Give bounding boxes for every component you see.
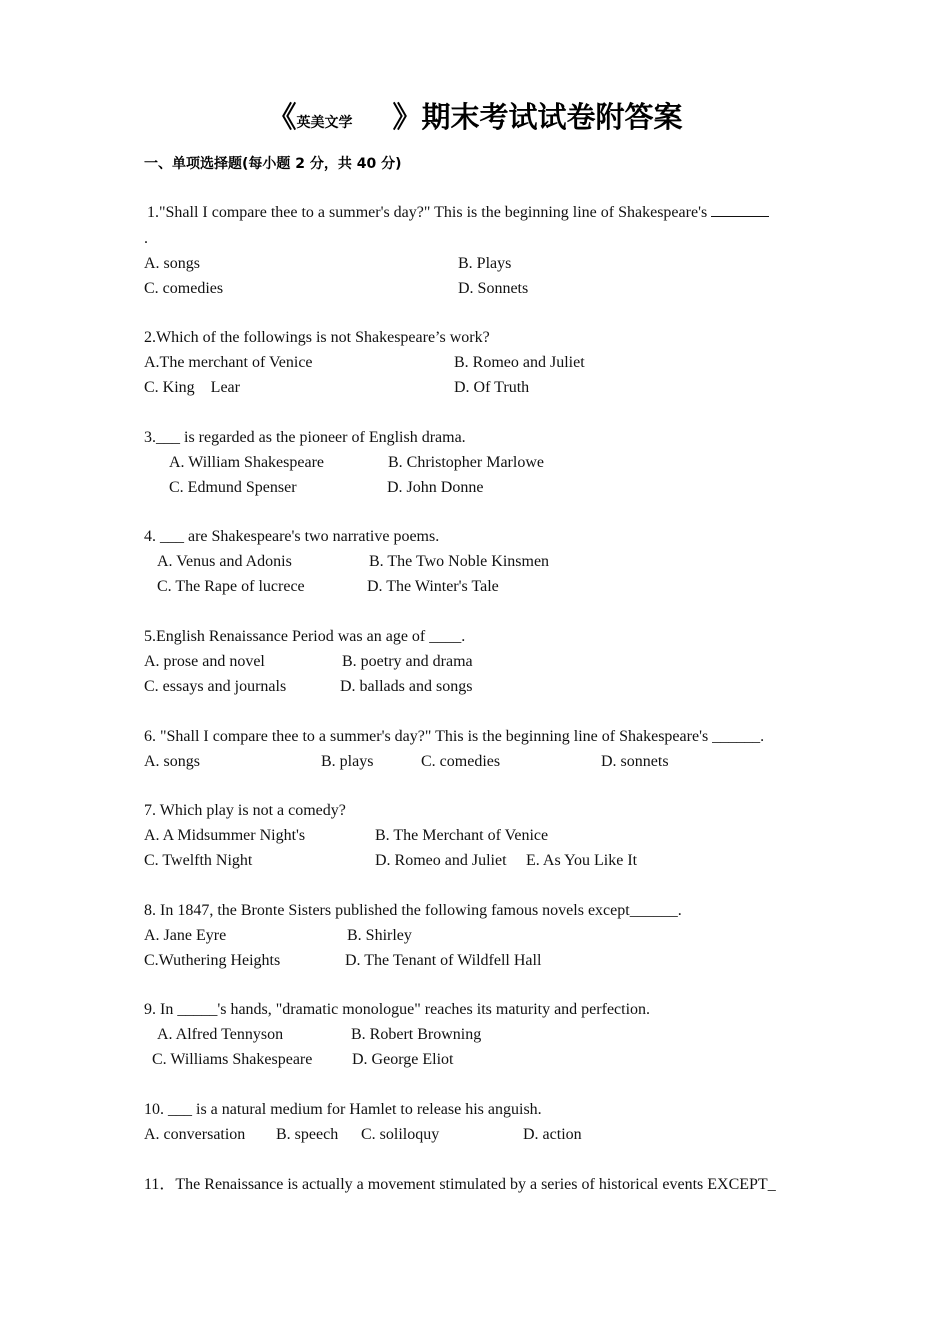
question-6-option-b: B. plays: [321, 753, 374, 770]
question-11-stem: 11．The Renaissance is actually a movement stimulated by a series of historical events EXCEPT_: [144, 1176, 776, 1193]
question-10-stem: 10. ___ is a natural medium for Hamlet to release his anguish.: [144, 1101, 542, 1118]
question-1-option-d: D. Sonnets: [458, 280, 529, 297]
question-8-option-d: D. The Tenant of Wildfell Hall: [345, 952, 542, 969]
question-7-option-c: C. Twelfth Night: [144, 852, 253, 869]
question-7-option-e: E. As You Like It: [526, 852, 638, 869]
question-6-option-d: D. sonnets: [601, 753, 669, 770]
question-6-stem: 6. "Shall I compare thee to a summer's day?" This is the beginning line of Shakespeare's ______.: [144, 728, 765, 745]
question-9-option-d: D. George Eliot: [352, 1051, 454, 1068]
question-8-option-b: B. Shirley: [347, 927, 412, 944]
question-5-option-d: D. ballads and songs: [340, 678, 473, 695]
answer-blank: [711, 204, 769, 217]
question-3-option-a: A. William Shakespeare: [169, 454, 325, 471]
question-4-option-c: C. The Rape of lucrece: [157, 578, 305, 595]
question-1-option-a: A. songs: [144, 255, 201, 272]
question-8-option-a: A. Jane Eyre: [144, 927, 227, 944]
question-5-option-c: C. essays and journals: [144, 678, 287, 695]
question-3-option-d: D. John Donne: [387, 479, 484, 496]
question-8-option-c: C.Wuthering Heights: [144, 952, 281, 969]
question-10-option-a: A. conversation: [144, 1126, 246, 1143]
question-5-option-a: A. prose and novel: [144, 653, 265, 670]
page-title: [0, 95, 950, 136]
question-10-option-c: C. soliloquy: [361, 1126, 440, 1143]
question-2-option-c: C. King Lear: [144, 379, 240, 396]
question-7-option-a: A. A Midsummer Night's: [144, 827, 306, 844]
title-open-bracket: 《: [267, 100, 297, 134]
question-1-stem: 1."Shall I compare thee to a summer's day?" This is the beginning line of Shakespeare's: [147, 203, 769, 223]
question-2-option-b: B. Romeo and Juliet: [454, 354, 585, 371]
title-subject: 英美文学: [296, 115, 353, 131]
question-5-option-b: B. poetry and drama: [342, 653, 473, 670]
question-4-option-d: D. The Winter's Tale: [367, 578, 499, 595]
question-9-option-a: A. Alfred Tennyson: [157, 1026, 284, 1043]
question-5-stem: 5.English Renaissance Period was an age of ____.: [144, 628, 466, 645]
question-10-option-b: B. speech: [276, 1126, 339, 1143]
question-1-option-b: B. Plays: [458, 255, 512, 272]
question-7-option-b: B. The Merchant of Venice: [375, 827, 549, 844]
question-4-stem: 4. ___ are Shakespeare's two narrative poems.: [144, 528, 440, 545]
question-1-stem-cont: .: [144, 230, 148, 247]
question-3-option-b: B. Christopher Marlowe: [388, 454, 544, 471]
title-text: 》期末考试试卷附答案: [392, 100, 683, 134]
question-1-option-c: C. comedies: [144, 280, 224, 297]
question-4-option-a: A. Venus and Adonis: [157, 553, 292, 570]
question-4-option-b: B. The Two Noble Kinsmen: [369, 553, 550, 570]
question-7-option-d: D. Romeo and Juliet: [375, 852, 507, 869]
question-3-option-c: C. Edmund Spenser: [169, 479, 297, 496]
question-9-option-c: C. Williams Shakespeare: [152, 1051, 313, 1068]
question-3-stem: 3.___ is regarded as the pioneer of English drama.: [144, 429, 466, 446]
question-2-option-d: D. Of Truth: [454, 379, 530, 396]
question-8-stem: 8. In 1847, the Bronte Sisters published the following famous novels except______.: [144, 902, 682, 919]
question-9-stem: 9. In _____'s hands, "dramatic monologue" reaches its maturity and perfection.: [144, 1001, 651, 1018]
question-6-option-c: C. comedies: [421, 753, 501, 770]
section-heading: 一、单项选择题(每小题 2 分，共 40 分): [144, 156, 402, 172]
question-10-option-d: D. action: [523, 1126, 582, 1143]
question-6-option-a: A. songs: [144, 753, 201, 770]
question-2-stem: 2.Which of the followings is not Shakespeare’s work?: [144, 329, 490, 346]
question-7-stem: 7. Which play is not a comedy?: [144, 802, 346, 819]
question-9-option-b: B. Robert Browning: [351, 1026, 482, 1043]
question-2-option-a: A.The merchant of Venice: [144, 354, 313, 371]
